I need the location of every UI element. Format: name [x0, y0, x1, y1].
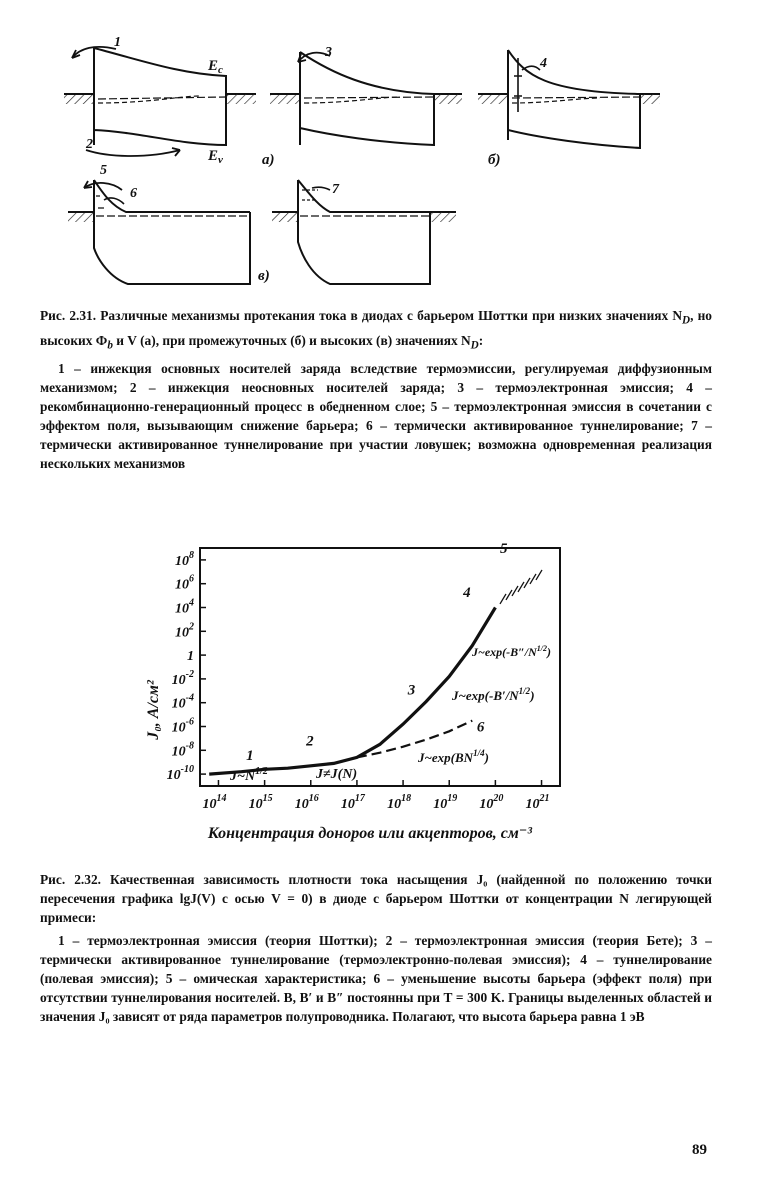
band-diagram-v1: [68, 180, 250, 284]
conduction-band-label: $E_c$: [208, 58, 223, 76]
x-tick-label: $10^{14}$: [202, 793, 227, 812]
curve-label-4: 4: [463, 584, 471, 601]
figure-2-32-chart: [120, 540, 590, 850]
ohmic-hatch: [500, 594, 506, 604]
y-axis-label: J₀, А/см²: [145, 680, 162, 740]
mechanism-label-6: 6: [130, 186, 137, 201]
x-tick-label: $10^{19}$: [433, 793, 458, 812]
plot-frame: [200, 548, 560, 786]
ohmic-hatch: [536, 570, 542, 580]
y-tick-label: $10^4$: [175, 597, 194, 617]
figure-2-31-band-diagrams: [0, 0, 764, 290]
curve-label-2: 2: [306, 733, 314, 750]
x-tick-label: $10^{17}$: [340, 793, 365, 812]
x-axis-ticks: [202, 780, 549, 812]
page-number: 89: [692, 1142, 707, 1158]
curve-label-6: 6: [476, 719, 485, 736]
caption-2-32-title: Рис. 2.32. Качественная зависимость плотности тока насыщения J₀ (найденной по положению точки пересечения графика lgJ(V) с осью V = 0) в диоде с барьером Шоттки от концентрации N легирующей примеси:: [40, 872, 712, 925]
y-tick-label: $10^{-4}$: [171, 692, 194, 712]
mechanism-label-1: 1: [114, 35, 121, 50]
ohmic-hatch: [518, 582, 524, 592]
panel-label-a: а): [262, 152, 275, 168]
ohmic-hatch: [512, 586, 518, 596]
ohmic-hatch: [530, 574, 536, 584]
caption-2-31-legend: 1 – инжекция основных носителей заряда вследствие термоэмиссии, регулируемая диффузионным механизмом; 2 – инжекция неосновных носителей заряда; 3 – термоэлектронная эмиссия; 4 – рекомбинационно-генерационный процесс в обедненном слое; 5 – термоэлектронная эмиссия в сочетании с эффектом поля, вызывающим снижение барьера; 6 – термически активированное туннелирование; 7 – термически активированное туннелирование при участии ловушек; возможна одновременная реализация нескольких механизмов: [40, 361, 712, 472]
mechanism-label-5: 5: [100, 163, 107, 178]
curve-label-5: 5: [500, 540, 508, 557]
x-tick-label: $10^{15}$: [248, 793, 273, 812]
band-diagram-v2: [272, 180, 456, 284]
caption-2-31-title: Рис. 2.31. Различные механизмы протекания тока в диодах с барьером Шоттки при низких значениях $N_D$, но высоких $Ф_b$ и V (а), при промежуточных (б) и высоких (в) значениях $N_D$:: [40, 308, 712, 352]
ohmic-hatch: [524, 578, 530, 588]
x-tick-label: $10^{16}$: [294, 793, 319, 812]
anno-j-exp-b1: $J\sim\exp(-B'/N^{1/2})$: [452, 686, 535, 703]
mechanism-label-3: 3: [325, 45, 332, 60]
band-diagram-b1: [270, 52, 462, 145]
y-tick-label: 1: [187, 649, 194, 665]
anno-j-n12: $J\sim N^{1/2}$: [230, 766, 268, 784]
panel-label-v: в): [258, 268, 270, 284]
y-tick-label: $10^{-6}$: [171, 716, 194, 736]
mechanism-label-2: 2: [86, 137, 93, 152]
y-tick-label: $10^8$: [175, 549, 194, 569]
anno-j-not-fn: J≠J(N): [316, 767, 358, 782]
curve-label-3: 3: [407, 682, 416, 699]
panel-label-b: б): [488, 152, 501, 168]
x-tick-label: $10^{18}$: [387, 793, 412, 812]
x-tick-label: $10^{20}$: [479, 793, 504, 812]
x-tick-label: $10^{21}$: [525, 793, 550, 812]
chart-curves: [209, 570, 542, 774]
mechanism-label-7: 7: [332, 182, 339, 197]
y-tick-label: $10^{-2}$: [171, 668, 194, 688]
caption-2-31: [40, 306, 712, 473]
y-tick-label: $10^{-8}$: [171, 740, 194, 760]
y-tick-label: $10^6$: [175, 573, 194, 593]
anno-j-exp-bn14: $J\sim\exp(BN^{1/4})$: [418, 748, 489, 765]
y-tick-label: $10^{-10}$: [166, 764, 194, 784]
valence-band-label: $E_v$: [208, 148, 223, 166]
x-axis-label: Концентрация доноров или акцепторов, см⁻³: [207, 825, 533, 842]
curve-label-1: 1: [246, 747, 254, 764]
caption-2-32-legend: 1 – термоэлектронная эмиссия (теория Шоттки); 2 – термоэлектронная эмиссия (теория Бете); 3 – термически активированное туннелирование (термоэлектронно-полевая эмиссия); 4 – туннелирование (полевая эмиссия); 5 – омическая характеристика; 6 – уменьшение высоты барьера (эффект поля) при отсутствии туннелирования носителей. B, B′ и B″ постоянны при T = 300 K. Границы выделенных областей и значения J₀ зависят от ряда параметров полупроводника. Полагают, что высота барьера равна 1 эВ: [40, 933, 712, 1024]
anno-j-exp-b2: $J\sim\exp(-B''/N^{1/2})$: [472, 644, 552, 659]
caption-2-32: [40, 870, 712, 1026]
ohmic-hatch: [506, 590, 512, 600]
mechanism-label-4: 4: [540, 56, 547, 71]
band-diagram-b2: [478, 50, 660, 148]
y-tick-label: $10^2$: [175, 621, 194, 641]
